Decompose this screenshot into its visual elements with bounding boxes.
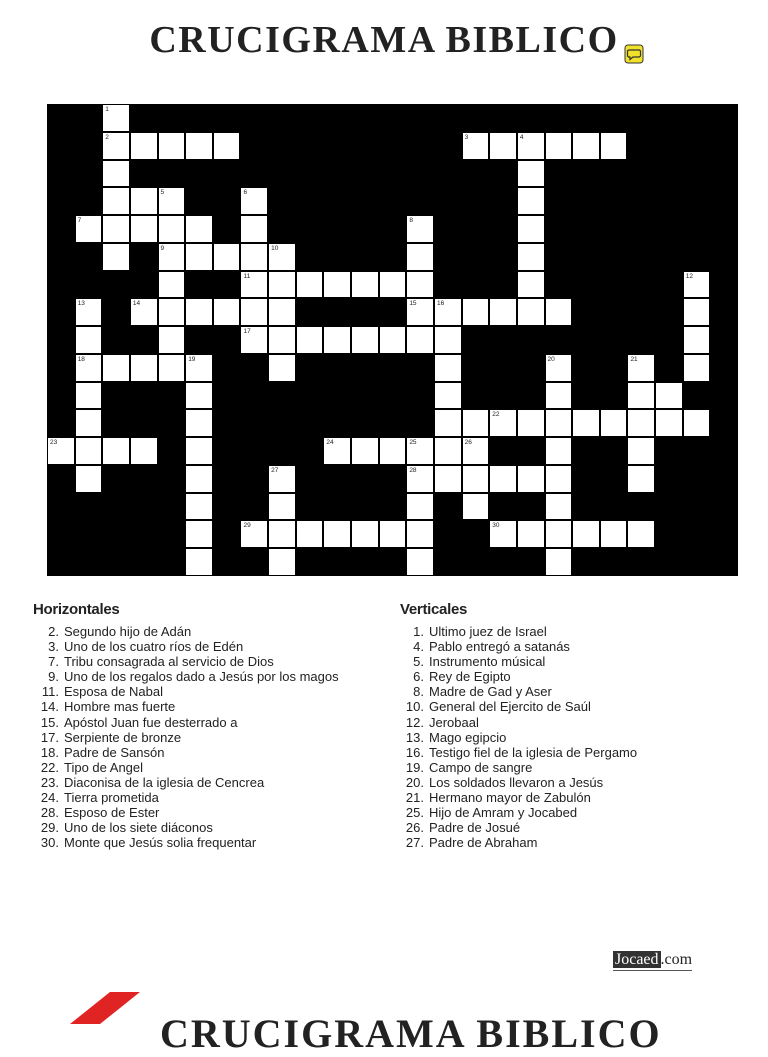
crossword-cell[interactable] <box>489 298 517 326</box>
crossword-cell[interactable] <box>75 326 103 354</box>
crossword-cell[interactable] <box>268 243 296 271</box>
clue-text: Ultimo juez de Israel <box>429 624 547 639</box>
crossword-cell[interactable] <box>240 520 268 548</box>
cell-number: 28 <box>409 466 417 474</box>
crossword-cell[interactable] <box>158 326 186 354</box>
crossword-cell[interactable] <box>158 298 186 326</box>
crossword-grid <box>47 104 738 576</box>
crossword-cell[interactable] <box>240 215 268 243</box>
crossword-cell[interactable] <box>158 354 186 382</box>
crossword-cell[interactable] <box>406 298 434 326</box>
clue-item <box>33 639 339 654</box>
crossword-cell[interactable] <box>572 520 600 548</box>
crossword-cell[interactable] <box>517 160 545 188</box>
logo-suffix: .com <box>660 951 693 968</box>
crossword-cell[interactable] <box>406 548 434 576</box>
crossword-cell[interactable] <box>462 437 490 465</box>
crossword-cell[interactable] <box>185 409 213 437</box>
clue-text: Padre de Sansón <box>64 744 165 760</box>
crossword-cell[interactable] <box>240 243 268 271</box>
crossword-cell[interactable] <box>545 132 573 160</box>
verticales-list <box>400 624 637 850</box>
crossword-cell[interactable] <box>517 409 545 437</box>
crossword-cell[interactable] <box>434 409 462 437</box>
crossword-cell[interactable] <box>406 520 434 548</box>
clue-text: Uno de los cuatro ríos de Edén <box>64 639 244 655</box>
crossword-cell[interactable] <box>434 298 462 326</box>
clue-number: 14. <box>40 699 59 715</box>
crossword-cell[interactable] <box>158 215 186 243</box>
page-title: CRUCIGRAMA BIBLICO <box>149 19 619 61</box>
crossword-cell[interactable] <box>683 271 711 299</box>
crossword-cell[interactable] <box>75 409 103 437</box>
crossword-cell[interactable] <box>268 298 296 326</box>
crossword-cell[interactable] <box>185 493 213 521</box>
cell-number: 18 <box>77 355 85 363</box>
clue-number: 15. <box>40 714 59 730</box>
crossword-cell[interactable] <box>627 465 655 493</box>
clue-number: 25. <box>405 805 424 821</box>
crossword-cell[interactable] <box>489 520 517 548</box>
crossword-cell[interactable] <box>683 409 711 437</box>
cell-number: 2 <box>105 133 109 141</box>
horizontales-heading: Horizontales <box>33 601 120 618</box>
clue-item <box>400 730 637 745</box>
crossword-cell[interactable] <box>323 520 351 548</box>
crossword-cell[interactable] <box>489 132 517 160</box>
crossword-cell[interactable] <box>434 465 462 493</box>
crossword-cell[interactable] <box>517 215 545 243</box>
crossword-cell[interactable] <box>323 271 351 299</box>
clue-item <box>400 715 637 730</box>
clue-item <box>400 820 637 835</box>
crossword-cell[interactable] <box>406 437 434 465</box>
crossword-cell[interactable] <box>185 382 213 410</box>
clue-text: Hombre mas fuerte <box>64 699 176 715</box>
crossword-cell[interactable] <box>489 409 517 437</box>
clue-item <box>400 624 637 639</box>
clue-number: 16. <box>405 744 424 760</box>
clue-item <box>400 745 637 760</box>
clue-text: Tribu consagrada al servicio de Dios <box>64 654 274 670</box>
clue-item <box>400 790 637 805</box>
crossword-cell[interactable] <box>572 409 600 437</box>
crossword-cell[interactable] <box>545 465 573 493</box>
clue-item <box>400 684 637 699</box>
horizontales-list <box>33 624 339 850</box>
clue-number: 27. <box>405 835 424 851</box>
clue-text: Testigo fiel de la iglesia de Pergamo <box>429 744 638 760</box>
clue-item <box>400 699 637 714</box>
clue-text: Mago egipcio <box>429 729 507 745</box>
cell-number: 23 <box>50 439 58 447</box>
crossword-cell[interactable] <box>75 465 103 493</box>
clue-text: Segundo hijo de Adán <box>64 624 192 639</box>
cell-number: 20 <box>547 355 555 363</box>
crossword-cell[interactable] <box>517 132 545 160</box>
crossword-cell[interactable] <box>434 326 462 354</box>
crossword-cell[interactable] <box>240 298 268 326</box>
crossword-cell[interactable] <box>268 354 296 382</box>
crossword-cell[interactable] <box>545 298 573 326</box>
crossword-cell[interactable] <box>379 437 407 465</box>
crossword-cell[interactable] <box>130 437 158 465</box>
cell-number: 22 <box>492 411 500 419</box>
crossword-cell[interactable] <box>545 493 573 521</box>
crossword-cell[interactable] <box>75 382 103 410</box>
crossword-cell[interactable] <box>102 104 130 132</box>
site-logo[interactable] <box>613 951 692 971</box>
clue-text: Diaconisa de la iglesia de Cencrea <box>64 774 265 790</box>
crossword-cell[interactable] <box>102 132 130 160</box>
cell-number: 24 <box>326 439 334 447</box>
cell-number: 12 <box>685 272 693 280</box>
cell-number: 15 <box>409 300 417 308</box>
clue-text: Tipo de Angel <box>64 759 144 775</box>
crossword-cell[interactable] <box>434 437 462 465</box>
cell-number: 17 <box>243 328 251 336</box>
clue-text: Serpiente de bronze <box>64 729 182 745</box>
clue-text: Tierra prometida <box>64 790 159 806</box>
crossword-cell[interactable] <box>545 354 573 382</box>
crossword-cell[interactable] <box>517 243 545 271</box>
crossword-cell[interactable] <box>102 354 130 382</box>
crossword-cell[interactable] <box>406 243 434 271</box>
crossword-cell[interactable] <box>130 215 158 243</box>
clue-item <box>33 745 339 760</box>
crossword-cell[interactable] <box>351 437 379 465</box>
clue-number: 7. <box>48 654 59 670</box>
clue-item <box>33 835 339 850</box>
crossword-cell[interactable] <box>627 409 655 437</box>
logo-box-text: Jocaed <box>615 951 659 968</box>
clue-number: 22. <box>40 759 59 775</box>
clue-item <box>33 805 339 820</box>
clue-text: Campo de sangre <box>429 759 533 775</box>
clue-text: Instrumento músical <box>429 654 546 670</box>
clue-item <box>33 624 339 639</box>
clue-text: Uno de los siete diáconos <box>64 820 213 836</box>
cell-number: 4 <box>519 133 524 141</box>
crossword-cell[interactable] <box>545 437 573 465</box>
cell-number: 5 <box>160 189 165 197</box>
crossword-cell[interactable] <box>406 326 434 354</box>
clue-number: 29. <box>40 820 59 836</box>
crossword-cell[interactable] <box>462 132 490 160</box>
verticales-heading: Verticales <box>400 601 468 618</box>
clue-item <box>33 684 339 699</box>
clue-number: 5. <box>413 654 424 670</box>
crossword-cell[interactable] <box>545 548 573 576</box>
crossword-cell[interactable] <box>268 326 296 354</box>
clue-text: Madre de Gad y Aser <box>429 684 552 700</box>
crossword-cell[interactable] <box>434 382 462 410</box>
crossword-cell[interactable] <box>75 215 103 243</box>
crossword-cell[interactable] <box>462 465 490 493</box>
crossword-cell[interactable] <box>600 132 628 160</box>
crossword-cell[interactable] <box>351 520 379 548</box>
clue-text: Pablo entregó a satanás <box>429 639 570 655</box>
clue-number: 23. <box>40 774 59 790</box>
crossword-cell[interactable] <box>627 382 655 410</box>
crossword-cell[interactable] <box>102 243 130 271</box>
crossword-cell[interactable] <box>655 409 683 437</box>
crossword-cell[interactable] <box>268 520 296 548</box>
crossword-cell[interactable] <box>517 520 545 548</box>
clue-number: 9. <box>48 669 59 685</box>
clue-number: 21. <box>405 790 424 806</box>
crossword-cell[interactable] <box>406 493 434 521</box>
crossword-cell[interactable] <box>379 326 407 354</box>
crossword-cell[interactable] <box>323 326 351 354</box>
clue-number: 18. <box>40 744 59 760</box>
crossword-cell[interactable] <box>240 187 268 215</box>
cell-number: 11 <box>243 272 251 280</box>
crossword-cell[interactable] <box>213 298 241 326</box>
clue-item <box>400 654 637 669</box>
crossword-cell[interactable] <box>185 548 213 576</box>
crossword-cell[interactable] <box>158 132 186 160</box>
crossword-cell[interactable] <box>158 271 186 299</box>
crossword-cell[interactable] <box>627 520 655 548</box>
crossword-cell[interactable] <box>434 354 462 382</box>
crossword-cell[interactable] <box>600 409 628 437</box>
crossword-cell[interactable] <box>517 187 545 215</box>
crossword-cell[interactable] <box>296 326 324 354</box>
crossword-cell[interactable] <box>406 215 434 243</box>
crossword-cell[interactable] <box>572 132 600 160</box>
cell-number: 6 <box>243 189 248 197</box>
clue-text: Monte que Jesús solia frequentar <box>64 835 257 851</box>
crossword-cell[interactable] <box>655 382 683 410</box>
clue-number: 6. <box>413 669 424 685</box>
crossword-cell[interactable] <box>185 465 213 493</box>
crossword-cell[interactable] <box>130 354 158 382</box>
clue-text: General del Ejercito de Saúl <box>429 699 591 715</box>
clue-number: 19. <box>405 759 424 775</box>
crossword-cell[interactable] <box>75 298 103 326</box>
crossword-cell[interactable] <box>75 354 103 382</box>
crossword-cell[interactable] <box>130 187 158 215</box>
cell-number: 21 <box>630 355 638 363</box>
crossword-cell[interactable] <box>158 243 186 271</box>
crossword-cell[interactable] <box>351 271 379 299</box>
crossword-cell[interactable] <box>379 520 407 548</box>
cell-number: 10 <box>271 244 279 252</box>
crossword-cell[interactable] <box>600 520 628 548</box>
crossword-cell[interactable] <box>102 215 130 243</box>
cell-number: 30 <box>492 522 500 530</box>
crossword-cell[interactable] <box>268 465 296 493</box>
crossword-cell[interactable] <box>185 354 213 382</box>
crossword-cell[interactable] <box>102 437 130 465</box>
crossword-cell[interactable] <box>102 160 130 188</box>
crossword-cell[interactable] <box>683 326 711 354</box>
clue-number: 4. <box>413 639 424 655</box>
clue-item <box>400 760 637 775</box>
crossword-cell[interactable] <box>268 493 296 521</box>
crossword-cell[interactable] <box>240 271 268 299</box>
cell-number: 8 <box>409 217 413 225</box>
clue-number: 26. <box>405 820 424 836</box>
crossword-cell[interactable] <box>406 465 434 493</box>
cell-number: 16 <box>436 300 445 308</box>
crossword-cell[interactable] <box>406 271 434 299</box>
clue-item <box>33 669 339 684</box>
clue-number: 2. <box>48 624 59 639</box>
ribbon-icon <box>40 992 140 1024</box>
clue-item <box>33 715 339 730</box>
crossword-cell[interactable] <box>462 298 490 326</box>
clue-number: 20. <box>405 774 424 790</box>
crossword-cell[interactable] <box>185 243 213 271</box>
crossword-cell[interactable] <box>240 326 268 354</box>
cell-number: 9 <box>160 244 165 252</box>
clue-text: Esposa de Nabal <box>64 684 164 700</box>
bottom-title: CRUCIGRAMA BIBLICO <box>160 1011 662 1056</box>
crossword-cell[interactable] <box>268 271 296 299</box>
clue-number: 8. <box>413 684 424 700</box>
clue-item <box>33 730 339 745</box>
cell-number: 7 <box>77 217 82 225</box>
cell-number: 29 <box>243 522 251 530</box>
crossword-cell[interactable] <box>323 437 351 465</box>
crossword-cell[interactable] <box>683 298 711 326</box>
clue-text: Los soldados llevaron a Jesús <box>429 774 604 790</box>
clue-item <box>33 654 339 669</box>
crossword-cell[interactable] <box>517 465 545 493</box>
clue-text: Padre de Abraham <box>429 835 538 851</box>
clue-number: 11. <box>41 684 59 700</box>
clue-number: 12. <box>405 714 424 730</box>
crossword-cell[interactable] <box>102 187 130 215</box>
clue-item <box>400 775 637 790</box>
clue-number: 13. <box>405 729 424 745</box>
crossword-cell[interactable] <box>379 271 407 299</box>
crossword-cell[interactable] <box>462 409 490 437</box>
crossword-cell[interactable] <box>351 326 379 354</box>
clue-item <box>33 820 339 835</box>
crossword-cell[interactable] <box>185 520 213 548</box>
clue-text: Esposo de Ester <box>64 805 160 821</box>
clue-item <box>33 760 339 775</box>
clue-text: Rey de Egipto <box>429 669 511 685</box>
clue-text: Padre de Josué <box>429 820 521 836</box>
crossword-cell[interactable] <box>185 298 213 326</box>
crossword-cell[interactable] <box>489 465 517 493</box>
cell-number: 1 <box>105 106 109 113</box>
cell-number: 26 <box>464 439 472 447</box>
clue-item <box>33 790 339 805</box>
clue-item <box>400 669 637 684</box>
crossword-cell[interactable] <box>213 243 241 271</box>
crossword-cell[interactable] <box>627 354 655 382</box>
clue-text: Apóstol Juan fue desterrado a <box>64 714 238 730</box>
clue-number: 28. <box>40 805 59 821</box>
clue-item <box>400 639 637 654</box>
crossword-cell[interactable] <box>545 520 573 548</box>
cell-number: 14 <box>132 300 141 308</box>
crossword-cell[interactable] <box>545 382 573 410</box>
clue-number: 30. <box>40 835 59 851</box>
crossword-cell[interactable] <box>213 132 241 160</box>
cell-number: 25 <box>409 439 417 447</box>
clue-item <box>400 835 637 850</box>
crossword-cell[interactable] <box>47 437 75 465</box>
crossword-cell[interactable] <box>130 298 158 326</box>
crossword-cell[interactable] <box>158 187 186 215</box>
crossword-cell[interactable] <box>185 437 213 465</box>
crossword-cell[interactable] <box>185 215 213 243</box>
cell-number: 3 <box>464 133 469 141</box>
clue-text: Uno de los regalos dado a Jesús por los magos <box>64 669 339 685</box>
crossword-cell[interactable] <box>296 271 324 299</box>
crossword-cell[interactable] <box>185 132 213 160</box>
clue-number: 3. <box>48 639 59 655</box>
clue-number: 17. <box>40 729 59 745</box>
clue-item <box>400 805 637 820</box>
clue-number: 1. <box>413 624 424 639</box>
clue-number: 10. <box>405 699 424 715</box>
crossword-cell[interactable] <box>545 409 573 437</box>
clue-item <box>33 775 339 790</box>
clue-text: Jerobaal <box>429 714 479 730</box>
crossword-cell[interactable] <box>517 271 545 299</box>
clue-number: 24. <box>40 790 59 806</box>
crossword-cell[interactable] <box>683 354 711 382</box>
cell-number: 27 <box>271 466 279 474</box>
crossword-cell[interactable] <box>296 520 324 548</box>
crossword-cell[interactable] <box>517 298 545 326</box>
crossword-cell[interactable] <box>462 493 490 521</box>
cell-number: 13 <box>77 300 85 308</box>
cell-number: 19 <box>188 355 196 363</box>
clue-item <box>33 699 339 714</box>
comment-icon[interactable] <box>624 44 644 64</box>
clue-text: Hermano mayor de Zabulón <box>429 790 591 806</box>
clue-text: Hijo de Amram y Jocabed <box>429 805 578 821</box>
crossword-cell[interactable] <box>130 132 158 160</box>
crossword-cell[interactable] <box>268 548 296 576</box>
crossword-cell[interactable] <box>75 437 103 465</box>
crossword-cell[interactable] <box>627 437 655 465</box>
